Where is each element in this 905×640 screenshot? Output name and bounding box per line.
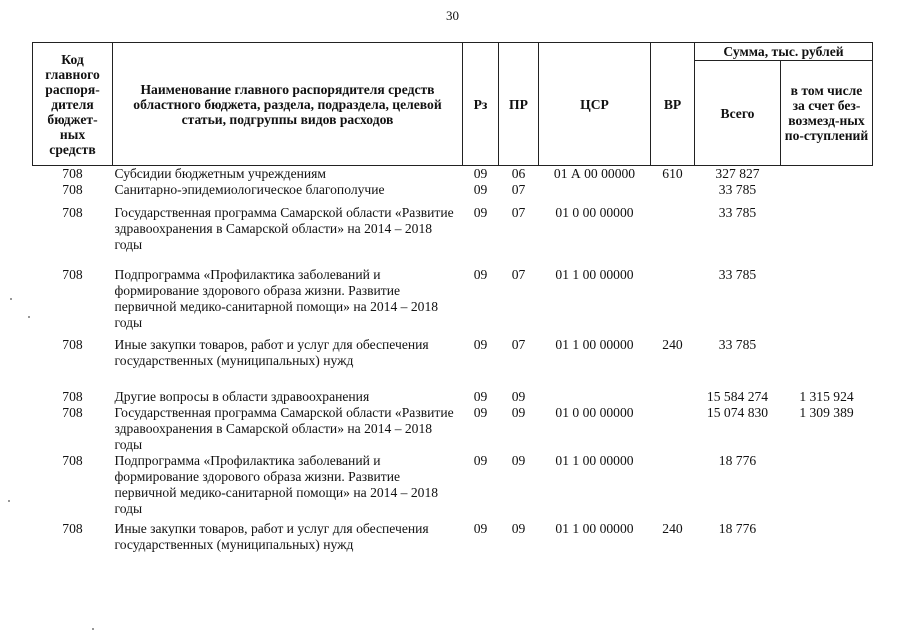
cell-csr: 01 1 00 00000 — [555, 337, 634, 352]
cell-gratis — [781, 182, 873, 205]
scan-speck — [10, 298, 12, 300]
cell-code: 708 — [62, 267, 83, 282]
cell-code: 708 — [62, 389, 83, 404]
cell-pr: 07 — [511, 337, 526, 352]
header-name: Наименование главного распорядителя средств областного бюджета, раздела, подраздела, целевой статьи, подгруппы видов расходов — [113, 43, 463, 166]
table-row — [33, 389, 873, 405]
cell-name: Государственная программа Самарской области «Развитие здравоохранения в Самарской области» на 2014 – 2018 годы — [114, 405, 454, 452]
cell-pr: 06 — [511, 166, 526, 181]
cell-code: 708 — [62, 182, 83, 197]
cell-code: 708 — [62, 166, 83, 181]
cell-csr: 01 А 00 00000 — [553, 166, 636, 181]
table-row — [33, 337, 873, 389]
header-total: Всего — [695, 61, 781, 166]
cell-total: 18 776 — [718, 521, 757, 536]
cell-code: 708 — [62, 205, 83, 220]
cell-name: Подпрограмма «Профилактика заболеваний и формирование здорового образа жизни. Развитие первичной медико-санитарной помощи» на 2014 – 2018 годы — [114, 453, 439, 516]
cell-vr: 240 — [662, 521, 683, 536]
cell-code: 708 — [62, 337, 83, 352]
cell-pr: 09 — [511, 389, 526, 404]
table-row — [33, 182, 873, 205]
cell-rz: 09 — [473, 267, 488, 282]
cell-gratis: 1 309 389 — [799, 405, 854, 420]
cell-vr — [651, 182, 695, 205]
cell-name: Другие вопросы в области здравоохранения — [114, 389, 370, 404]
cell-name: Подпрограмма «Профилактика заболеваний и формирование здорового образа жизни. Развитие первичной медико-санитарной помощи» на 2014 – 2018 годы — [114, 267, 439, 330]
cell-csr: 01 1 00 00000 — [555, 267, 634, 282]
table-row — [33, 166, 873, 183]
cell-pr: 09 — [511, 453, 526, 468]
cell-code: 708 — [62, 453, 83, 468]
cell-name: Иные закупки товаров, работ и услуг для обеспечения государственных (муниципальных) нужд — [114, 337, 429, 368]
cell-name: Санитарно-эпидемиологическое благополучие — [114, 182, 385, 197]
cell-csr: 01 0 00 00000 — [555, 205, 634, 220]
header-vr: ВР — [651, 43, 695, 166]
header-gratis: в том числе за счет без-возмезд-ных по-ступлений — [781, 61, 873, 166]
cell-total: 15 074 830 — [706, 405, 769, 420]
page-number: 30 — [446, 8, 459, 23]
cell-csr: 01 1 00 00000 — [555, 453, 634, 468]
cell-gratis: 1 315 924 — [799, 389, 854, 404]
header-sum: Сумма, тыс. рублей — [695, 43, 873, 61]
cell-gratis — [781, 166, 873, 183]
header-pr: ПР — [499, 43, 539, 166]
cell-vr — [651, 389, 695, 405]
cell-total: 33 785 — [718, 205, 757, 220]
cell-code: 708 — [62, 521, 83, 536]
cell-total: 327 827 — [715, 166, 760, 181]
table-row — [33, 521, 873, 553]
cell-gratis — [781, 521, 873, 553]
cell-rz: 09 — [473, 405, 488, 420]
cell-gratis — [781, 337, 873, 389]
cell-rz: 09 — [473, 521, 488, 536]
header-code: Код главного распоря-дителя бюджет-ных средств — [33, 43, 113, 166]
cell-gratis — [781, 205, 873, 267]
cell-pr: 07 — [511, 267, 526, 282]
cell-csr: 01 1 00 00000 — [555, 521, 634, 536]
cell-vr — [651, 405, 695, 453]
cell-vr — [651, 205, 695, 267]
table-row — [33, 205, 873, 267]
cell-rz: 09 — [473, 166, 488, 181]
cell-code: 708 — [62, 405, 83, 420]
cell-csr — [539, 182, 651, 205]
cell-csr — [539, 389, 651, 405]
cell-rz: 09 — [473, 205, 488, 220]
cell-pr: 07 — [511, 205, 526, 220]
cell-total: 15 584 274 — [706, 389, 769, 404]
cell-csr: 01 0 00 00000 — [555, 405, 634, 420]
cell-pr: 09 — [511, 405, 526, 420]
cell-total: 33 785 — [718, 182, 757, 197]
table-row — [33, 267, 873, 337]
cell-rz: 09 — [473, 337, 488, 352]
cell-total: 33 785 — [718, 337, 757, 352]
cell-name: Субсидии бюджетным учреждениям — [114, 166, 327, 181]
cell-pr: 07 — [511, 182, 526, 197]
cell-total: 18 776 — [718, 453, 757, 468]
header-rz: Рз — [463, 43, 499, 166]
cell-vr: 610 — [662, 166, 683, 181]
cell-gratis — [781, 267, 873, 337]
cell-vr — [651, 453, 695, 521]
header-csr: ЦСР — [539, 43, 651, 166]
cell-pr: 09 — [511, 521, 526, 536]
cell-rz: 09 — [473, 453, 488, 468]
cell-rz: 09 — [473, 389, 488, 404]
scan-speck — [8, 500, 10, 502]
cell-name: Государственная программа Самарской области «Развитие здравоохранения в Самарской области» на 2014 – 2018 годы — [114, 205, 454, 252]
scan-speck — [92, 628, 94, 630]
budget-table — [32, 42, 873, 553]
cell-vr — [651, 267, 695, 337]
table-row — [33, 453, 873, 521]
cell-vr: 240 — [662, 337, 683, 352]
cell-rz: 09 — [473, 182, 488, 197]
cell-name: Иные закупки товаров, работ и услуг для обеспечения государственных (муниципальных) нужд — [114, 521, 429, 552]
cell-total: 33 785 — [718, 267, 757, 282]
scan-speck — [28, 316, 30, 318]
table-row — [33, 405, 873, 453]
cell-gratis — [781, 453, 873, 521]
